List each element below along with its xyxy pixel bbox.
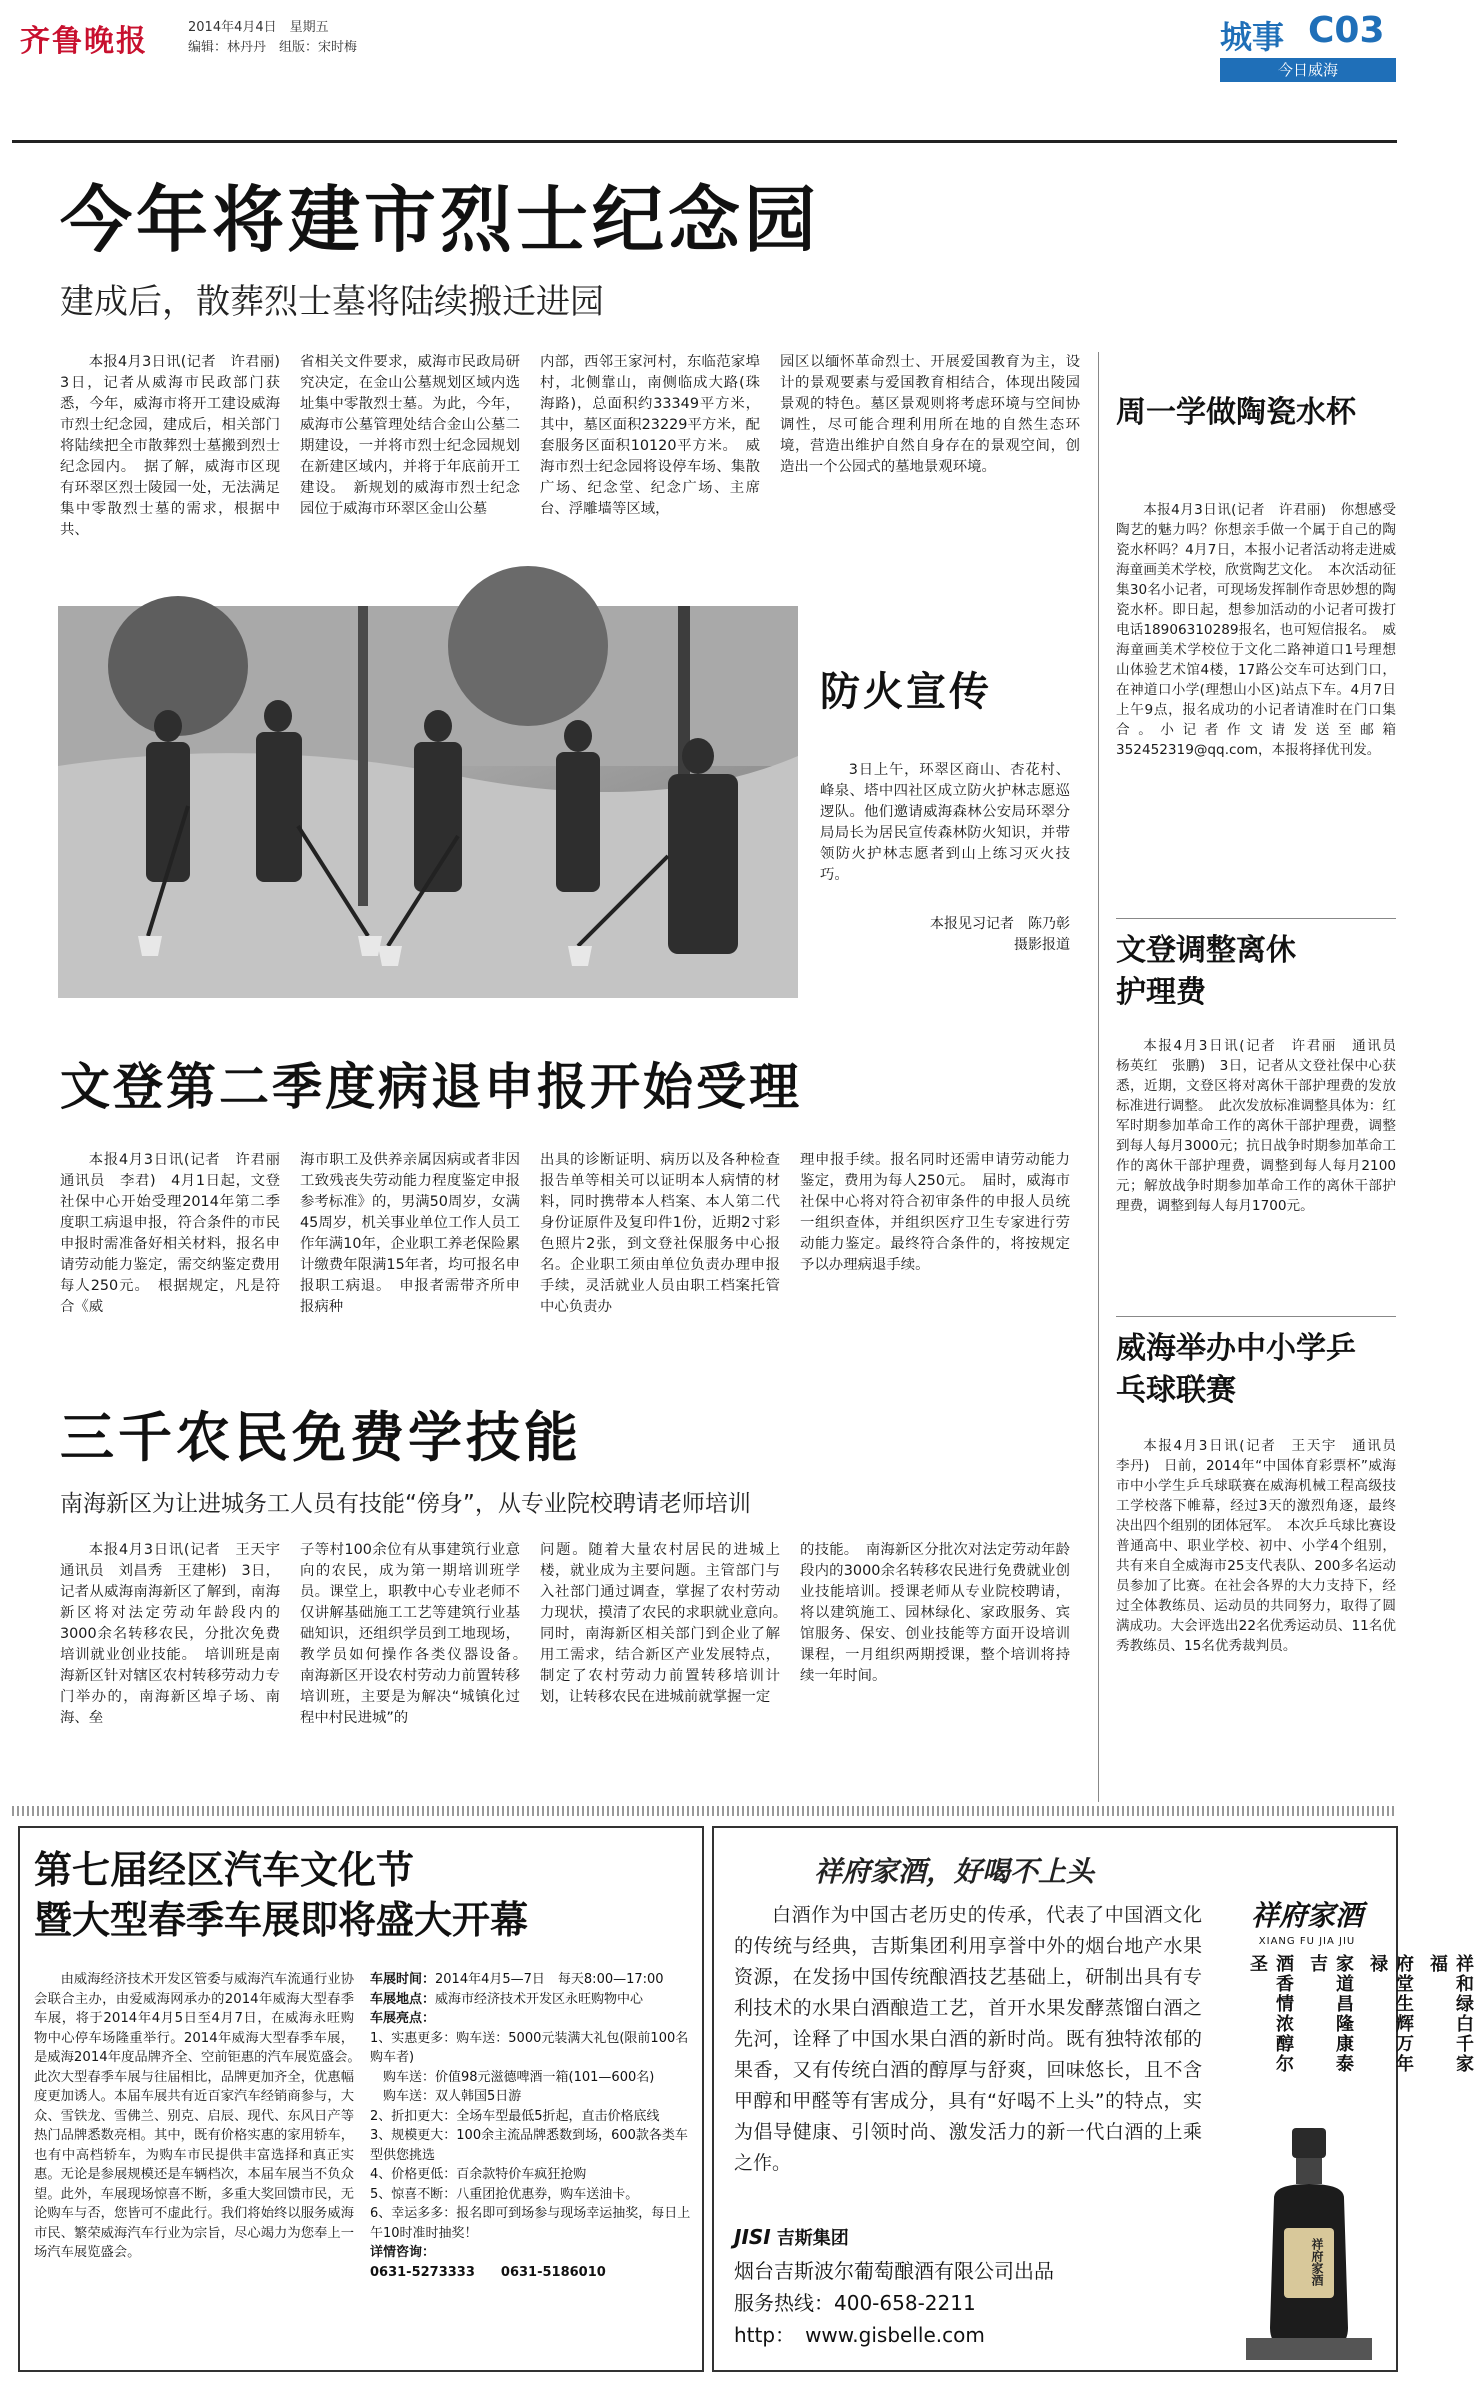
article3-column-3: 问题。随着大量农村居民的进城上楼，就业成为主要问题。主管部门与入社部门通过调查，掌握了农村劳动力现状，摸清了农民的求职就业意向。 同时，南海新区相关部门到企业了解用工需求，结合新区产业发展特点，制定了农村劳动力前置转移培训计划，让转移农民在进城前就掌握一定 [540, 1542, 795, 1705]
lead-headline: 今年将建市烈士纪念园 [60, 178, 821, 262]
sidebar-2-body: 本报4月3日讯(记者 许君丽 通讯员 杨英红 张鹏) 3日，记者从文登社保中心获悉，近期，文登区将对离休干部护理费的发放标准进行调整。 此次发放标准调整具体为：红军时期参加革命工作的离休干部护理费，调整到每人每月3000元；抗日战争时期参加革命工作的离休干部护理费，调整到每人每月2100元；解放战争时期参加革命工作的离休干部护理费，调整到每人每月1700元。 [1116, 1038, 1410, 1214]
lead-column-4: 园区以缅怀革命烈士、开展爱国教育为主，设计的景观要素与爱国教育相结合，体现出陵园景观的特色。墓区景观则将考虑环境与空间协调性，尽可能合理利用所在地的自然生态环境，营造出维护自然自身存在的景观空间，创造出一个公园式的墓地景观环境。 [780, 354, 1080, 475]
sidebar-1-headline: 周一学做陶瓷水杯 [1116, 395, 1356, 430]
car-ad-highlight: 3、规模更大：100余主流品牌悉数到场，600款各类车型供您挑选 [370, 2128, 688, 2163]
sidebar-divider [1098, 352, 1099, 1802]
car-ad-highlight: 5、惊喜不断：八重团抢优惠券，购车送油卡。 [370, 2186, 639, 2202]
article3-column-4: 的技能。 南海新区分批次对法定劳动年龄段内的3000余名转移农民进行免费就业创业技能培训。授课老师从专业院校聘请，将以建筑施工、园林绿化、家政服务、宾馆服务、保安、创业技能等方面开设培训课程，一月组织两期授课，整个培训将持续一年时间。 [800, 1542, 1070, 1684]
sidebar-rule-2 [1116, 1316, 1396, 1317]
masthead-rule [12, 140, 1397, 143]
photo-credit [880, 914, 1070, 956]
liquor-brand-pinyin: XIANG FU JIA JIU [1258, 1936, 1356, 1947]
lead-column-1: 本报4月3日讯(记者 许君丽) 3日，记者从威海市民政部门获悉，今年，威海市将开工建设威海市烈士纪念园，建成后，相关部门将陆续把全市散葬烈士墓搬到烈士纪念园内。 据了解，威海市区现有环翠区烈士陵园一处，无法满足集中零散烈士墓的需求，根据中共、 [60, 354, 295, 538]
article3-column-2: 子等村100余位有从事建筑行业意向的农民，成为第一期培训班学员。课堂上，职教中心专业老师不仅讲解基础施工工艺等建筑行业基础知识，还组织学员到工地现场，教学员如何操作各类仪器设备。 南海新区开设农村劳动力前置转移培训班，主要是为解决“城镇化过程中村民进城”的 [300, 1542, 535, 1726]
car-ad-highlight: 6、幸运多多：报名即可到场参与现场幸运抽奖，每日上午10时准时抽奖！ [370, 2206, 691, 2241]
article2-column-1: 本报4月3日讯(记者 许君丽 通讯员 李君) 4月1日起，文登社保中心开始受理2014年第二季度职工病退申报，符合条件的市民申报时需准备好相关材料，报名申请劳动能力鉴定，需交纳鉴定费用每人250元。 根据规定，凡是符合《威 [60, 1152, 295, 1315]
section-name: 城事 [1220, 18, 1285, 56]
liquor-brand-name: 祥府家酒 [1250, 1899, 1363, 1932]
editor-line: 编辑：林丹丹 组版：宋时梅 [188, 40, 358, 55]
car-ad-body: 由威海经济技术开发区管委与威海汽车流通行业协会联合主办，由爱威海网承办的2014年威海大型春季车展，将于2014年4月5日至4月7日，在威海永旺购物中心停车场隆重举行。2014年威海大型春季车展，是威海2014年度品牌齐全、空前钜惠的汽车展览盛会。 此次大型春季车展与往届相比，品牌更加齐全，优惠幅度更加诱人。本届车展共有近百家汽车经销商参与，大众、雪铁龙、雪佛兰、别克、启辰、现代、东风日产等热门品牌悉数亮相。其中，既有价格实惠的家用轿车，也有中高档轿车，为购车市民提供丰富选择和真正实惠。无论是参展规模还是车辆档次，本届车展当不负众望。此外，车展现场惊喜不断，多重大奖回馈市民，无论购车与否，您皆可不虚此行。我们将始终以服务威海市民、繁荣威海汽车行业为宗旨，尽心竭力为您奉上一场汽车展览盛会。 [34, 1972, 368, 2260]
car-ad-highlight: 1、实惠更多：购车送：5000元装满大礼包(限前100名购车者) [370, 2030, 689, 2065]
car-ad-time: 车展时间：2014年4月5—7日 每天8:00—17:00 [370, 1972, 664, 1987]
liquor-maker: 烟台吉斯波尔葡萄酿酒有限公司出品 [734, 2259, 1054, 2283]
photo-caption: 3日上午，环翠区商山、杏花村、峰泉、塔中四社区成立防火护林志愿巡逻队。他们邀请威海森林公安局环翠分局局长为居民宣传森林防火知识，并带领防火护林志愿者到山上练习灭火技巧。 [820, 762, 1070, 883]
article2-headline: 文登第二季度病退申报开始受理 [60, 1058, 802, 1116]
photo-headline: 防火宣传 [820, 669, 992, 715]
sidebar-1-body: 本报4月3日讯(记者 许君丽) 你想感受陶艺的魅力吗？你想亲手做一个属于自己的陶瓷水杯吗？4月7日，本报小记者活动将走进威海童画美术学校，欣赏陶艺文化。 本次活动征集30名小记者，可现场发挥制作奇思妙想的陶瓷水杯。即日起，想参加活动的小记者可拨打电话18906310289报名，也可短信报名。 威海童画美术学校位于文化二路神道口1号理想山体验艺术馆4楼，17路公交车可达到门口，在神道口小学(理想山小区)站点下车。4月7日上午9点，报名成功的小记者请准时在门口集合。小记者作文请发送至邮箱352452319@qq.com，本报将择优刊发。 [1116, 502, 1396, 758]
article2-column-4: 理申报手续。报名同时还需申请劳动能力鉴定，费用为每人250元。 届时，威海市社保中心将对符合初审条件的申报人员统一组织查体，并组织医疗卫生专家进行劳动能力鉴定。最终符合条件的，将按规定予以办理病退手续。 [800, 1152, 1070, 1273]
issue-date-line [188, 16, 329, 35]
liquor-url: http： www.gisbelle.com [734, 2323, 985, 2347]
car-ad-highlight: 2、折扣更大：全场车型最低5折起，直击价格底线 [370, 2108, 660, 2124]
article3-subheadline: 南海新区为让进城务工人员有技能“傍身”，从专业院校聘请老师培训 [60, 1491, 751, 1517]
liquor-bottle-image [1234, 2128, 1384, 2364]
car-ad-title-2: 暨大型春季车展即将盛大开幕 [34, 1898, 529, 1942]
sidebar-3-body: 本报4月3日讯(记者 王天宇 通讯员 李丹) 日前，2014年“中国体育彩票杯”威海市中小学生乒乓球联赛在威海机械工程高级技工学校落下帷幕，经过3天的激烈角逐，最终决出四个组别的团体冠军。 本次乒乓球比赛设普通高中、职业学校、初中、小学4个组别，共有来自全威海市25支代表队、200多名运动员参加了比赛。在社会各界的大力支持下，经过全体教练员、运动员的共同努力，取得了圆满成功。大会评选出22名优秀运动员、11名优秀教练员、15名优秀裁判员。 [1116, 1438, 1410, 1654]
sidebar-2-headline: 文登调整离休护理费 [1116, 933, 1296, 1010]
poem-line: 祥和绿白千家福 [1427, 1954, 1474, 2074]
lead-column-3: 内部，西邻王家河村，东临范家埠村，北侧靠山，南侧临成大路(珠海路)，总面积约33349平方米，其中，墓区面积23229平方米，配套服务区面积10120平方米。 威海市烈士纪念园将设停车场、集散广场、纪念堂、纪念广场、主席台、浮雕墙等区域， [540, 354, 760, 517]
page-number: C03 [1308, 10, 1385, 51]
liquor-brand-block [1232, 1894, 1382, 1947]
car-ad-place: 车展地点：威海市经济技术开发区永旺购物中心 [370, 1991, 644, 2007]
article2-column-2: 海市职工及供养亲属因病或者非因工致残丧失劳动能力程度鉴定申报参考标准》的，男满50周岁，女满45周岁，机关事业单位工作人员工作年满10年，企业职工养老保险累计缴费年限满15年者，均可报名申报职工病退。 申报者需带齐所申报病种 [300, 1152, 520, 1315]
company-logo-row [734, 2224, 849, 2250]
sidebar-rule-1 [1116, 918, 1396, 919]
photo-credit-reporter: 本报见习记者 陈乃彰 [930, 916, 1070, 932]
car-ad-highlight: 购车送：双人韩国5日游 [370, 2089, 522, 2104]
ad-divider-stripe [12, 1806, 1397, 1816]
car-ad-title-1: 第七届经区汽车文化节 [34, 1848, 415, 1892]
lead-column-2: 省相关文件要求，威海市民政局研究决定，在金山公墓规划区域内选址集中零散烈士墓。为此，今年，威海市公墓管理处结合金山公墓二期建设，一并将市烈士纪念园规划在新建区域内，并将于年底前开工建设。 新规划的威海市烈士纪念园位于威海市环翠区金山公墓 [300, 354, 520, 517]
article3-column-1: 本报4月3日讯(记者 王天宇 通讯员 刘昌秀 王建彬) 3日，记者从威海南海新区了解到，南海新区将对法定劳动年龄段内的3000余名转移农民，分批次免费培训就业创业技能。 培训班是南海新区针对辖区农村转移劳动力专门举办的，南海新区埠子场、南海、垒 [60, 1542, 295, 1726]
subsection-tag: 今日威海 [1220, 58, 1396, 82]
sidebar-3-headline: 威海举办中小学乒乓球联赛 [1116, 1331, 1356, 1408]
lead-subheadline: 建成后，散葬烈士墓将陆续搬迁进园 [60, 282, 604, 322]
newspaper-logo: 齐鲁晚报 [20, 24, 148, 59]
poem-line: 酒香情浓醇尔圣 [1247, 1954, 1294, 2074]
photo-illustration [58, 606, 798, 998]
photo-credit-report: 摄影报道 [1014, 937, 1070, 953]
poem-line: 府堂生辉万年禄 [1367, 1954, 1414, 2074]
car-ad-details [370, 1970, 692, 2282]
issue-date: 2014年4月4日 [188, 20, 277, 35]
issue-weekday: 星期五 [289, 20, 329, 35]
car-show-ad [18, 1826, 704, 2372]
company-logo: JISI [734, 2225, 771, 2249]
liquor-ad-body: 白酒作为中国古老历史的传承，代表了中国酒文化的传统与经典，吉斯集团利用享誉中外的烟台地产水果资源，在发扬中国传统酿酒技艺基础上，研制出具有专利技术的水果白酒酿造工艺，首开水果发酵蒸馏白酒之先河，诠释了中国水果白酒的新时尚。既有独特浓郁的果香，又有传统白酒的醇厚与舒爽，回味悠长，且不含甲醇和甲醛等有害成分，具有“好喝不上头”的特点，实为倡导健康、引领时尚、激发活力的新一代白酒的上乘之作。 [734, 1904, 1202, 2174]
car-ad-phone-label: 详情咨询： [370, 2245, 436, 2260]
article3-headline: 三千农民免费学技能 [60, 1406, 582, 1469]
liquor-ad [712, 1826, 1474, 2372]
fire-prevention-photo [58, 606, 798, 998]
car-ad-highlight: 购车送：价值98元滋德啤酒一箱(101—600名) [370, 2069, 655, 2085]
car-ad-highlight: 4、价格更低：百余款特价车疯狂抢购 [370, 2167, 587, 2182]
liquor-poem [1244, 1954, 1476, 2084]
liquor-hotline: 服务热线：400-658-2211 [734, 2291, 976, 2315]
bottle-label: 祥府家酒 [1310, 2238, 1324, 2286]
company-name: 吉斯集团 [776, 2228, 849, 2249]
liquor-slogan: 祥府家酒，好喝不上头 [814, 1855, 1095, 1888]
article2-column-3: 出具的诊断证明、病历以及各种检查报告单等相关可以证明本人病情的材料，同时携带本人档案、本人第二代身份证原件及复印件1份，近期2寸彩色照片2张，到文登社保服务中心报名。企业职工须由单位负责办理申报手续，灵活就业人员由职工档案托管中心负责办 [540, 1152, 780, 1315]
poem-line: 家道昌隆康泰吉 [1307, 1954, 1354, 2074]
car-ad-highlights-label: 车展亮点： [370, 2011, 436, 2026]
car-ad-phones: 0631-5273333 0631-5186010 [370, 2264, 606, 2280]
